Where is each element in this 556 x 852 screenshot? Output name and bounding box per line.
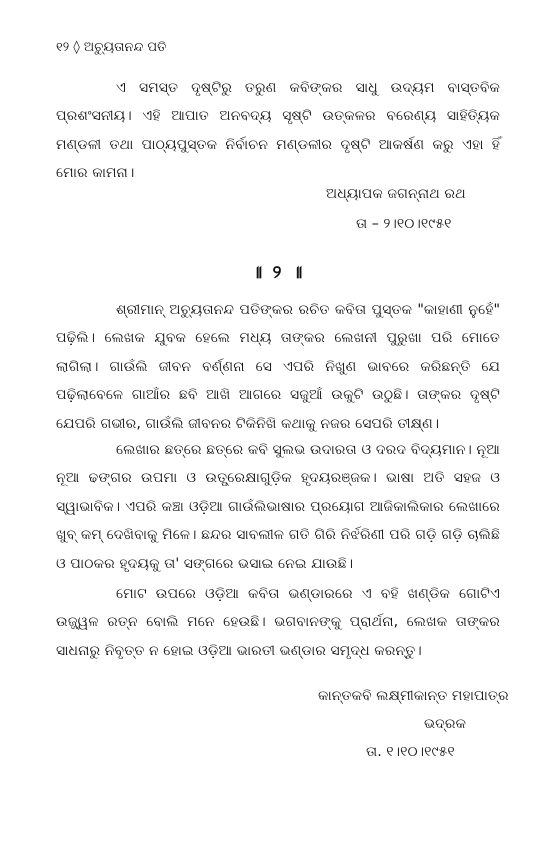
foreword2-signatory: କାନ୍ତକବି ଲକ୍ଷ୍ମୀକାନ୍ତ ମହାପାତ୍ର: [318, 688, 509, 704]
foreword2-place: ଭଦ୍ରକ: [424, 716, 467, 732]
foreword2-paragraph-2: ଲେଖାର ଛତ୍ରେ ଛତ୍ରେ କବି ସୁଲଭ ଉଦାରତା ଓ ଦରଦ ବିଦ୍ୟମାନ। ନୂଆ ନୂଆ ଢଙ୍ଗର ଉପମା ଓ ଉତ୍ପ୍ରେକ୍ଷାଗୁଡ଼ିକ ହୃଦୟରଞ୍ଜକ। ଭାଷା ଅତି ସହଜ ଓ ସ୍ୱାଭାବିକ। ଏପରି କଞ୍ଚା ଓଡ଼ିଆ ଗାଉଁଲିଭାଷାର ପ୍ରୟୋଗ ଆଜିକାଲିକାର ଲେଖାରେ ଖୁବ୍ କମ୍ ଦେଖିବାକୁ ମିଳେ। ଛନ୍ଦର ସାବଲୀଳ ଗତି ଗିରି ନିର୍ଝରିଣୀ ପରି ଗଡ଼ି ଗଡ଼ି ଚାଲିଛି ଓ ପାଠକର ହୃଦୟକୁ ତା' ସଙ୍ଗରେ ଭସାଇ ନେଇ ଯାଉଛି।: [56, 442, 500, 572]
section-marker: ॥ ୨ ॥: [251, 262, 305, 283]
foreword2-paragraph-3: ମୋଟ ଉପରେ ଓଡ଼ିଆ କବିତା ଭଣ୍ଡାରରେ ଏ ବହି ଖଣ୍ଡିକ ଗୋଟିଏ ଉଜ୍ଜ୍ୱଳ ରତ୍ନ ବୋଲି ମନେ ହେଉଛି। ଭଗବାନଙ୍କୁ ପ୍ରାର୍ଥନା, ଲେଖକ ତାଙ୍କର ସାଧନାରୁ ନିବୃତ୍ତ ନ ହୋଇ ଓଡ଼ିଆ ଭାରତୀ ଭଣ୍ଡାର ସମୃଦ୍ଧ କରନ୍ତୁ।: [56, 586, 500, 659]
foreword2-date: ତା. ୧।୧୦।୧୯୫୧: [366, 744, 455, 760]
foreword1-date: ତା – ୨।୧୦।୧୯୫୧: [356, 216, 452, 232]
foreword1-paragraph: ଏ ସମସ୍ତ ଦୃଷ୍ଟିରୁ ତରୁଣ କବିଙ୍କର ସାଧୁ ଉଦ୍ୟମ ବାସ୍ତବିକ ପ୍ରଶଂସନୀୟ। ଏହି ଆପାତ ଅନବଦ୍ୟ ସୃଷ୍ଟି ଉତ୍କଳର ବରେଣ୍ୟ ସାହିତ୍ୟିକ ମଣ୍ଡଳୀ ତଥା ପାଠ୍ୟପୁସ୍ତକ ନିର୍ବାଚନ ମଣ୍ଡଳୀର ଦୃଷ୍ଟି ଆକର୍ଷଣ କରୁ ଏହା ହିଁ ମୋର କାମନା।: [56, 80, 500, 182]
running-header: ୧୨ ◊ ଅଚ୍ୟୁତାନନ୍ଦ ପତି: [56, 40, 167, 55]
foreword2-paragraph-1: ଶ୍ରୀମାନ୍ ଅଚ୍ୟୁତାନନ୍ଦ ପତିଙ୍କର ରଚିତ କବିତା ପୁସ୍ତକ "କାହାଣୀ ନୁହେଁ" ପଢ଼ିଲି। ଲେଖକ ଯୁବକ ହେଲେ ମଧ୍ୟ ତାଙ୍କର ଲେଖନୀ ପୁରୁଖା ପରି ମୋତେ ଲାଗିଲା। ଗାଉଁଲି ଜୀବନ ବର୍ଣ୍ଣନା ସେ ଏପରି ନିଖୁଣ ଭାବରେ କରିଛନ୍ତି ଯେ ପଢ଼ିଲାବେଳେ ଗାଆଁର ଛବି ଆଖି ଆଗରେ ସଜୁଆଁ ଉକୁଟି ଉଠୁଛି। ତାଙ୍କର ଦୃଷ୍ଟି ଯେପରି ଗଭୀର, ଗାଉଁଲି ଜୀବନର ଟିକିନିଖି କଥାକୁ ନଜର ସେପରି ତୀକ୍ଷ୍ଣ।: [56, 302, 500, 432]
foreword1-signatory: ଅଧ୍ୟାପକ ଜଗନ୍ନାଥ ରଥ: [326, 186, 466, 202]
